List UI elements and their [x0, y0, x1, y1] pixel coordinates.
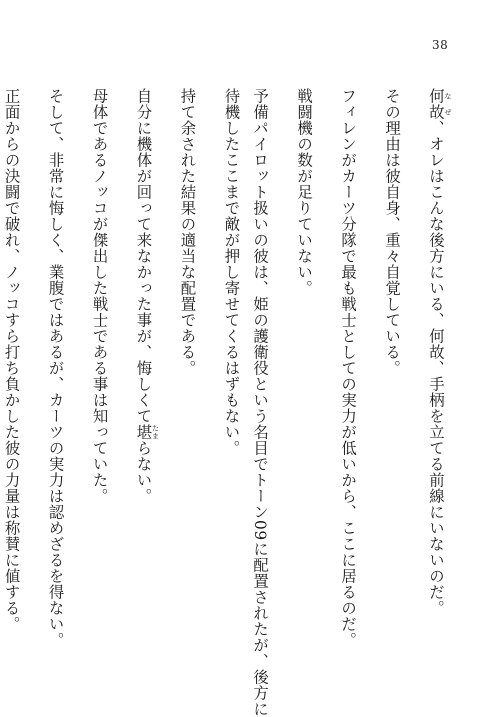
text-line	[377, 88, 421, 668]
text-line	[173, 88, 217, 668]
body-text	[0, 88, 452, 717]
text-run: そして、非常に悔しく、業腹ではあるが、カーツの実力は認めざるを得ない。	[46, 88, 65, 648]
ruby-reading: なぜ	[444, 88, 452, 120]
text-run: 待機したここまで敵が押し寄せてくるはずもない。	[222, 88, 241, 456]
text-line	[0, 88, 41, 668]
text-line	[41, 88, 85, 668]
text-run: 予備パイロット扱いの彼は、姫の護衛役という名目でトーン09に配置されたが、後方に	[251, 88, 270, 717]
text-run: その理由は彼自身、重々自覚している。	[383, 88, 402, 376]
text-line	[421, 88, 452, 668]
text-run: らない。	[134, 440, 153, 504]
text-run: 自分に機体が回って来なかった事が、悔しくて	[134, 88, 153, 424]
ruby-base: 何故	[427, 88, 445, 120]
text-line	[85, 88, 129, 668]
text-run: 、オレはこんな後方にいる、何故、手柄を立てる前線にいないのだ。	[427, 120, 445, 616]
ruby-annotation	[134, 424, 160, 440]
ruby-base: 堪	[134, 424, 153, 440]
ruby-annotation	[427, 88, 452, 120]
text-run: 母体であるノッコが傑出した戦士である事は知っていた。	[90, 88, 109, 504]
text-line	[217, 88, 246, 668]
text-run: フィレンがカーツ分隊で最も戦士としての実力が低いから、ここに居るのだ。	[339, 88, 358, 648]
text-line	[289, 88, 333, 668]
text-line	[333, 88, 377, 668]
text-run: 戦闘機の数が足りていない。	[295, 88, 314, 296]
text-line	[129, 88, 173, 668]
ruby-reading: たま	[151, 424, 160, 440]
page-number: 38	[432, 38, 449, 52]
text-line	[245, 88, 289, 717]
text-run: 正面からの決闘で破れ、ノッコすら打ち負かした彼の力量は称賛に値する。	[2, 88, 21, 632]
text-run: 持て余された結果の適当な配置である。	[178, 88, 197, 376]
